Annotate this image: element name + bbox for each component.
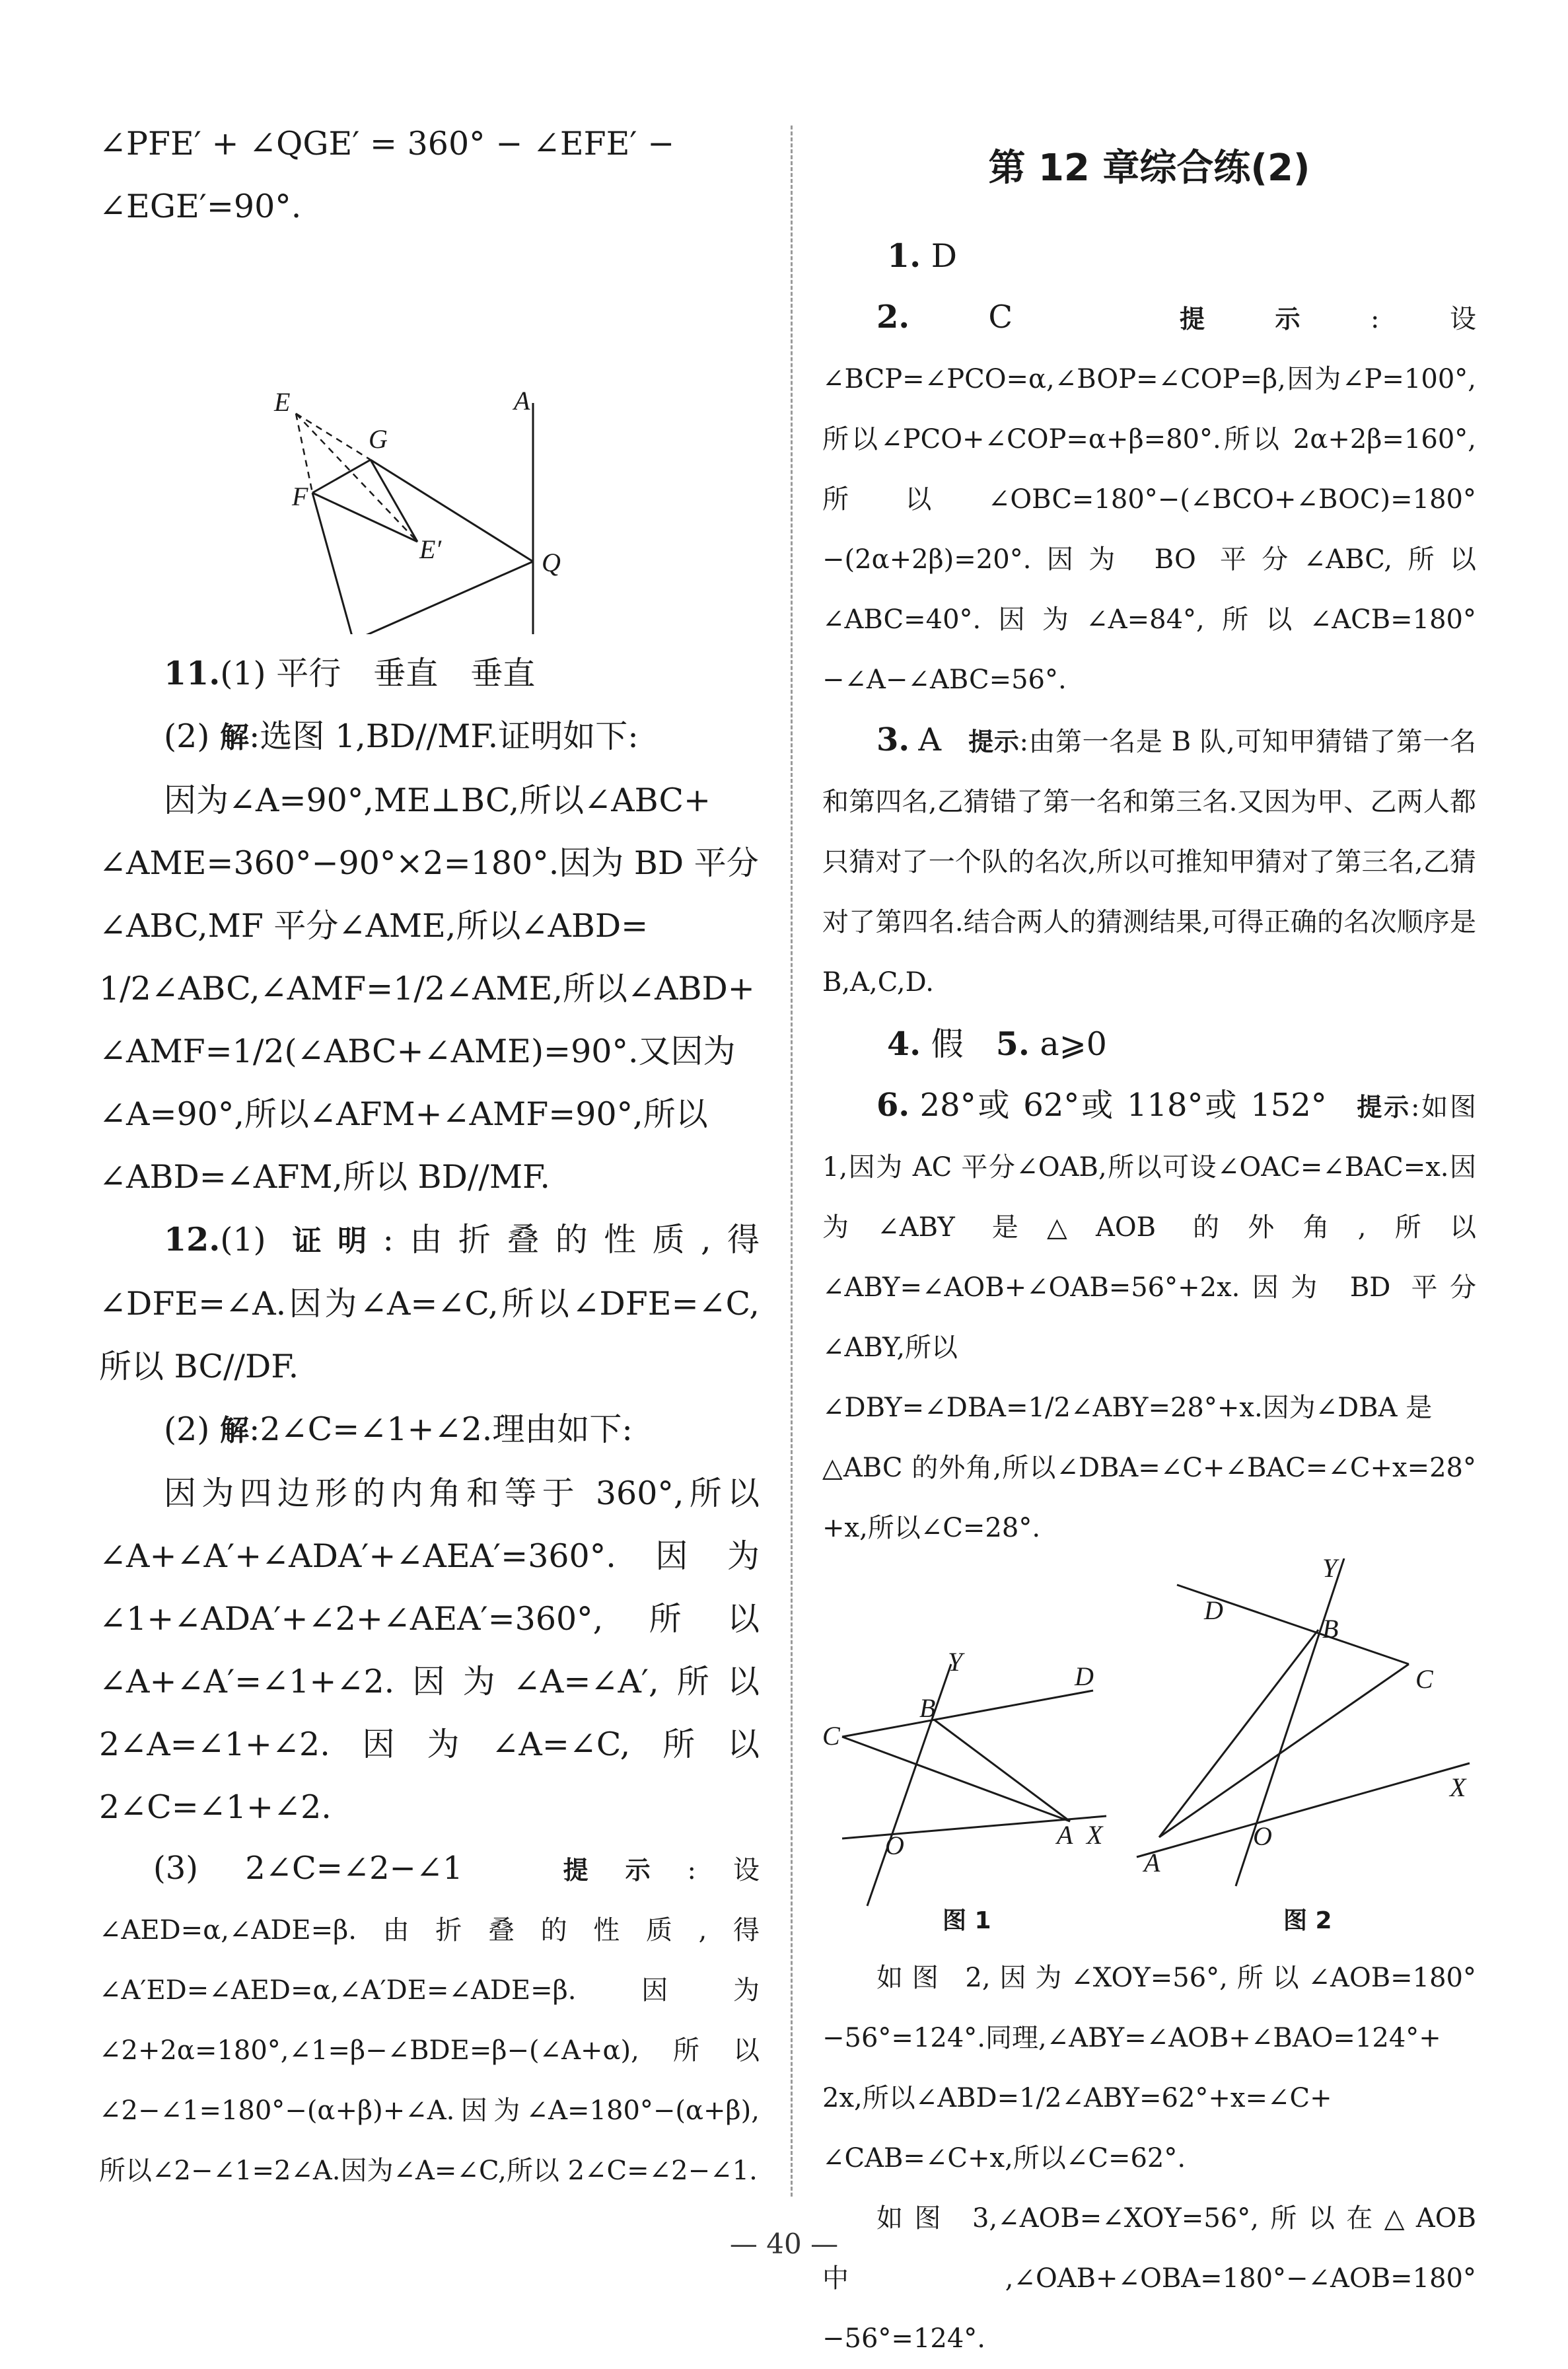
figure-1 — [842, 1664, 1106, 1906]
q12-part2: (2) 解:2∠C=∠1+∠2.理由如下: — [164, 1410, 633, 1448]
q3: 3. A 提示:由第一名是 B 队,可知甲猜错了第一名和第四名,乙猜错了第一名和第三名.又因为甲、乙两人都只猜对了一个队的名次,所以可推知甲猜对了第三名,乙猜对了第四名.结合两人的猜测结果,可得正确的名次顺序是 B,A,C,D. — [822, 721, 1476, 998]
segment-pf — [312, 493, 353, 634]
fig2-label-x: X — [1450, 1772, 1466, 1802]
q6-line-3: △ABC 的外角,所以∠DBA=∠C+∠BAC=∠C+x=28°+x,所以∠C=28°. — [822, 1453, 1476, 1543]
segment-fe-prime — [312, 493, 417, 542]
q11-line-4: 1/2∠ABC,∠AMF=1/2∠AME,所以∠ABD+ — [99, 970, 755, 1007]
intro-line-1: ∠PFE′ + ∠QGE′ = 360° − ∠EFE′ − — [99, 125, 675, 163]
fig1-line-cd — [842, 1691, 1093, 1737]
page-number: — 40 — — [729, 2228, 839, 2260]
q1: 1. D — [887, 237, 958, 275]
fig2-reasoning-line-2: 2x,所以∠ABD=1/2∠ABY=62°+x=∠C+ — [822, 2083, 1332, 2113]
segment-gq — [371, 460, 533, 562]
q2-hint-label: 提示 — [1180, 305, 1371, 334]
q11-line-3: ∠ABC,MF 平分∠AME,所以∠ABD= — [99, 907, 649, 945]
q11-line-1: 因为∠A=90°,ME⊥BC,所以∠ABC+ — [164, 782, 711, 819]
right-column — [822, 112, 1476, 2369]
q11-line-5: ∠AMF=1/2(∠ABC+∠AME)=90°.又因为 — [99, 1033, 736, 1070]
fig1-caption: 图 1 — [943, 1907, 991, 1934]
fig1-label-b: B — [919, 1693, 936, 1723]
fig2-label-c: C — [1415, 1664, 1433, 1694]
q11-part2: (2) 解:选图 1,BD//MF.证明如下: — [164, 717, 639, 755]
q12-part1: 12.(1) 证明:由折叠的性质,得∠DFE=∠A.因为∠A=∠C,所以∠DFE=∠C,所以 BC//DF. — [99, 1220, 760, 1385]
label-f: F — [292, 482, 308, 511]
dashed-ef — [296, 414, 312, 493]
label-a: A — [514, 386, 530, 416]
geometry-figure — [99, 238, 760, 634]
q11-part1-text: (1) 平行 垂直 垂直 — [220, 655, 536, 692]
fig1-label-y: Y — [948, 1647, 963, 1677]
fig1-label-o: O — [885, 1831, 904, 1860]
q2: 2. C 提示:设∠BCP=∠PCO=α,∠BOP=∠COP=β,因为∠P=100°,所以∠PCO+∠COP=α+β=80°.所以 2α+2β=160°,所以∠OBC=180°−(∠BCO+∠BOC)=180°−(2α+2β)=20°.因为 BO 平分∠ABC,所以∠ABC=40°.因为∠A=84°,所以∠ACB=180°−∠A−∠ABC=56°. — [822, 299, 1476, 695]
segment-pq — [353, 562, 533, 634]
hint-label: 提示 — [563, 1856, 688, 1885]
q2-answer: C — [988, 299, 1013, 336]
q3-answer: A — [918, 721, 942, 758]
fig3-reasoning: 如图 3,∠AOB=∠XOY=56°,所以在△AOB 中,∠OAB+∠OBA=180°−∠AOB=180°−56°=124°. — [822, 2203, 1476, 2354]
q4-answer: 假 — [931, 1025, 964, 1063]
fig2-label-o: O — [1253, 1821, 1272, 1851]
fig2-label-d: D — [1204, 1595, 1223, 1625]
fig1-label-a: A — [1057, 1820, 1073, 1850]
q3-hint-label: 提示 — [968, 727, 1020, 756]
left-column — [99, 112, 760, 2201]
fig1-segment-ca — [842, 1737, 1070, 1821]
fig2-segment-ac — [1159, 1664, 1409, 1837]
q6-line-2: ∠DBY=∠DBA=1/2∠ABY=28°+x.因为∠DBA 是 — [822, 1393, 1433, 1423]
q11-line-6: ∠A=90°,所以∠AFM+∠AMF=90°,所以 — [99, 1095, 708, 1133]
q6-answer: 28°或 62°或 118°或 152° — [919, 1087, 1327, 1124]
fig2-reasoning-line-3: ∠CAB=∠C+x,所以∠C=62°. — [822, 2143, 1186, 2173]
q11-number: 11. — [164, 654, 221, 692]
q5-answer: a⩾0 — [1040, 1025, 1107, 1063]
figures-1-2 — [822, 1558, 1476, 1942]
fig2-line-oy — [1236, 1558, 1344, 1886]
proof-label: 证明 — [292, 1224, 383, 1258]
label-q: Q — [542, 548, 561, 577]
q4-q5: 4. 假 5. a⩾0 — [887, 1025, 1107, 1063]
section-title: 第 12 章综合练(2) — [988, 147, 1310, 190]
solution-label: 解 — [219, 721, 249, 754]
fig1-segment-ba — [934, 1720, 1070, 1821]
fig2-reasoning-line-1: 如图 2,因为∠XOY=56°,所以∠AOB=180°−56°=124°.同理,∠ABY=∠AOB+∠BAO=124°+ — [822, 1963, 1476, 2053]
fig2-segment-ab — [1159, 1630, 1318, 1837]
fig2-label-b: B — [1322, 1614, 1339, 1644]
fig2-line-ox — [1137, 1763, 1470, 1857]
segment-fg — [312, 460, 371, 493]
label-e-prime: E′ — [419, 534, 442, 564]
q11-line-7: ∠ABD=∠AFM,所以 BD//MF. — [99, 1158, 550, 1196]
fig1-line-oy — [867, 1664, 951, 1906]
intro-line-2: ∠EGE′=90°. — [99, 188, 302, 225]
fig1-label-d: D — [1075, 1661, 1094, 1691]
q12-part3: (3) 2∠C=∠2−∠1 提示:设∠AED=α,∠ADE=β.由折叠的性质,得∠A′ED=∠AED=α,∠A′DE=∠ADE=β.因为∠2+2α=180°,∠1=β−∠BDE=β−(∠A+α),所以∠2−∠1=180°−(α+β)+∠A.因为∠A=180°−(α+β),所以∠2−∠1=2∠A.因为∠A=∠C,所以 2∠C=∠2−∠1. — [99, 1850, 760, 2186]
q11-line-2: ∠AME=360°−90°×2=180°.因为 BD 平分 — [99, 844, 759, 882]
dashed-eg — [296, 414, 371, 460]
fig2-label-a: A — [1144, 1848, 1160, 1877]
q6: 6. 28°或 62°或 118°或 152° 提示:如图 1,因为 AC 平分∠OAB,所以可设∠OAC=∠BAC=x.因为∠ABY 是△AOB 的外角,所以∠ABY=∠AOB+∠OAB=56°+2x.因为 BD 平分∠ABY,所以 — [822, 1087, 1476, 1363]
fig2-caption: 图 2 — [1283, 1907, 1332, 1934]
fig2-label-y: Y — [1322, 1558, 1337, 1583]
figure-2 — [1137, 1558, 1470, 1886]
q6-hint-label: 提示 — [1357, 1093, 1411, 1122]
q1-answer: D — [931, 237, 958, 275]
label-g: G — [369, 424, 388, 454]
q11-part1 — [99, 642, 760, 705]
fig1-label-c: C — [822, 1721, 840, 1751]
q12-part2-reasoning: 因为四边形的内角和等于 360°,所以∠A+∠A′+∠ADA′+∠AEA′=360°.因为∠1+∠ADA′+∠2+∠AEA′=360°,所以∠A+∠A′=∠1+∠2.因为∠A=∠A′,所以 2∠A=∠1+∠2.因为∠A=∠C,所以 2∠C=∠1+∠2. — [99, 1475, 760, 1826]
q12-number: 12. — [164, 1220, 221, 1258]
solution-label-2: 解 — [219, 1414, 249, 1447]
fig1-label-x: X — [1087, 1820, 1103, 1850]
q12-part3-answer: (3) 2∠C=∠2−∠1 — [153, 1850, 463, 1887]
label-e: E — [274, 387, 291, 417]
column-divider — [791, 126, 793, 2197]
